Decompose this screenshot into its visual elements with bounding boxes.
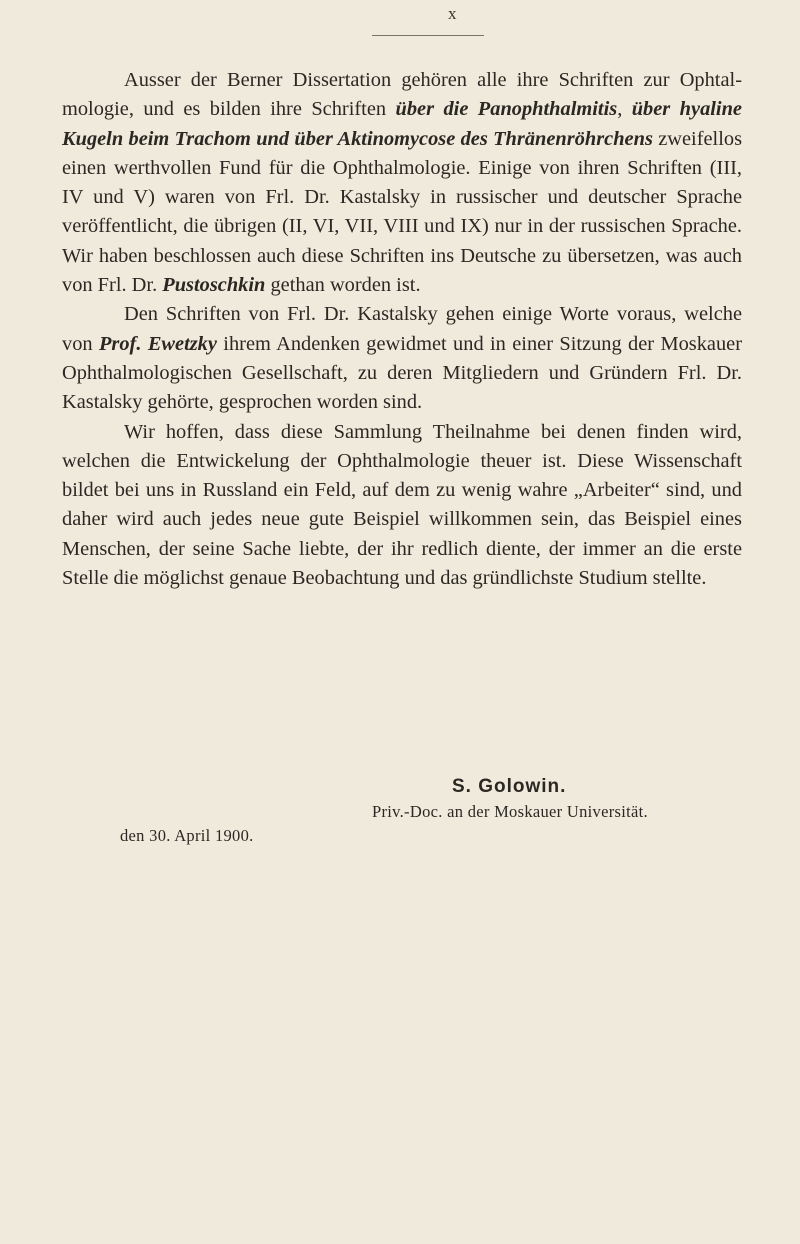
signature-date: den 30. April 1900. (120, 826, 254, 845)
paragraph-2-italic-a: Prof. Ewetzky (98, 332, 217, 355)
paragraph-1-italic-c: Pustoschkin (162, 274, 266, 297)
paragraph-1-text-b: , (617, 98, 632, 121)
paragraph-3-text-a: Wir hoffen, dass diese Sammlung Theilnahme bei denen finden wird, welchen die Entwickelung der Ophthalmologie theuer ist. Diese Wissenschaft bildet bei uns in Russland ein Feld, auf dem zu wenig wahre „Arbeiter“ sind, und daher wird auch jedes neue gute Beispiel willkommen sein, das Beispiel eines Menschen, der seine Sache liebte, der ihr redlich diente, der immer an die erste Stelle die möglichst genaue Beobachtung und das gründlichste Studium stellte. (62, 420, 742, 590)
paragraph-1-italic-a: über die Panophthalmitis (395, 98, 618, 121)
paragraph-1-text-d: gethan worden ist. (265, 274, 421, 297)
signature-title: Priv.-Doc. an der Moskauer Universität. (372, 802, 648, 821)
body-text (62, 66, 742, 593)
header-rule (372, 35, 484, 36)
paragraph-3 (62, 418, 742, 594)
paragraph-2 (62, 300, 742, 417)
paragraph-1-italic-b: über hyaline Kugeln beim Trachom und über Aktinomycose des Thränenröhrchens (62, 98, 742, 150)
paragraph-1-text-a: Ausser der Berner Dissertation gehören alle ihre Schriften zur Ophtalmologie, und es bilden ihre Schriften (62, 69, 742, 121)
paragraph-1-text-c: zweifellos einen werthvollen Fund für die Ophthalmologie. Einige von ihren Schriften (III, IV und V) waren von Frl. Dr. Kastalsky in russischer und deutscher Sprache veröffentlicht, die übrigen (II, VI, VII, VIII und IX) nur in der russischen Sprache. Wir haben beschlossen auch diese Schriften ins Deutsche zu übersetzen, was auch von Frl. Dr. (62, 127, 743, 297)
signature-name: S. Golowin. (452, 776, 567, 797)
paragraph-2-text-a: Den Schriften von Frl. Dr. Kastalsky gehen einige Worte voraus, welche von (62, 303, 742, 355)
page-number: x (448, 4, 457, 23)
paragraph-1 (62, 66, 742, 300)
paragraph-2-text-b: ihrem Andenken gewidmet und in einer Sitzung der Moskauer Ophthalmologischen Gesellschaft, zu deren Mitgliedern und Gründern Frl. Dr. Kastalsky gehörte, gesprochen worden sind. (62, 332, 743, 414)
